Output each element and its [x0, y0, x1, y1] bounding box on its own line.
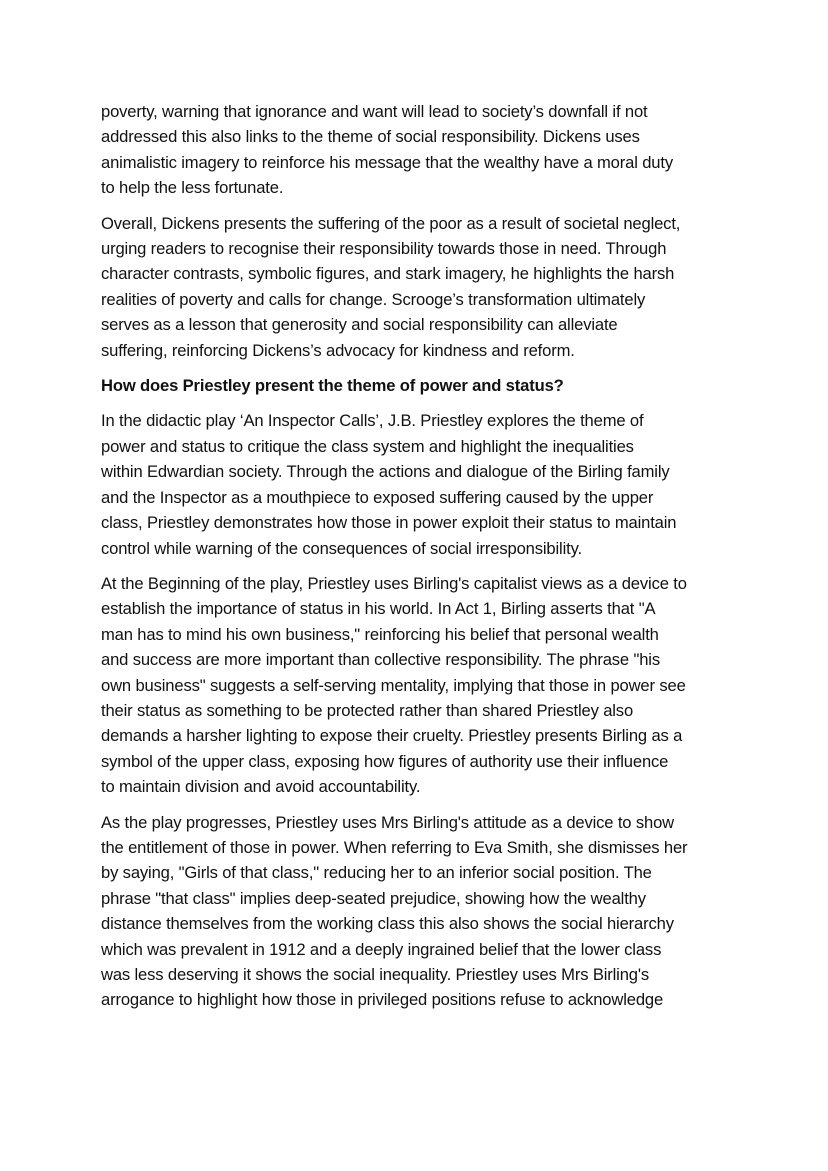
text-line: which was prevalent in 1912 and a deeply ingrained belief that the lower class: [101, 939, 662, 959]
text-line: serves as a lesson that generosity and social responsibility can alleviate: [101, 315, 618, 335]
text-line: distance themselves from the working class this also shows the social hierarchy: [101, 914, 674, 934]
text-line: control while warning of the consequences of social irresponsibility.: [101, 538, 582, 558]
text-line: urging readers to recognise their responsibility towards those in need. Through: [101, 239, 667, 259]
text-line: phrase "that class" implies deep-seated prejudice, showing how the wealthy: [101, 888, 646, 908]
text-line: was less deserving it shows the social inequality. Priestley uses Mrs Birling's: [101, 965, 650, 984]
text-line: within Edwardian society. Through the actions and dialogue of the Birling family: [101, 462, 670, 482]
text-line: In the didactic play ‘An Inspector Calls’, J.B. Priestley explores the theme of: [101, 411, 644, 431]
text-line: the entitlement of those in power. When referring to Eva Smith, she dismisses her: [101, 837, 688, 857]
text-line: own business" suggests a self-serving mentality, implying that those in power see: [101, 675, 686, 695]
text-line: their status as something to be protected rather than shared Priestley also: [101, 700, 634, 720]
text-line: class, Priestley demonstrates how those in power exploit their status to maintain: [101, 513, 677, 533]
document-page: [101, 99, 741, 1023]
text-line: to maintain division and avoid accountability.: [101, 777, 421, 797]
text-line: power and status to critique the class system and highlight the inequalities: [101, 436, 634, 456]
paragraph-dickens-overall: [101, 211, 741, 363]
text-line: animalistic imagery to reinforce his message that the wealthy have a moral duty: [101, 152, 673, 172]
text-line: symbol of the upper class, exposing how figures of authority use their influence: [101, 751, 669, 771]
paragraph-priestley-intro: [101, 408, 741, 560]
heading-text: How does Priestley present the theme of power and status?: [101, 376, 564, 396]
text-line: realities of poverty and calls for change. Scrooge’s transformation ultimately: [101, 289, 646, 309]
paragraph-mrs-birling: [101, 810, 741, 1013]
text-line: establish the importance of status in his world. In Act 1, Birling asserts that "A: [101, 599, 656, 619]
text-line: Overall, Dickens presents the suffering of the poor as a result of societal neglect,: [101, 213, 681, 233]
text-line: man has to mind his own business," reinforcing his belief that personal wealth: [101, 624, 659, 644]
text-line: character contrasts, symbolic figures, and stark imagery, he highlights the harsh: [101, 264, 675, 284]
text-line: suffering, reinforcing Dickens’s advocacy for kindness and reform.: [101, 340, 575, 360]
text-line: addressed this also links to the theme of social responsibility. Dickens uses: [101, 127, 640, 147]
text-line: demands a harsher lighting to expose their cruelty. Priestley presents Birling as a: [101, 726, 683, 746]
text-line: and success are more important than collective responsibility. The phrase "his: [101, 650, 660, 670]
text-line: and the Inspector as a mouthpiece to exposed suffering caused by the upper: [101, 487, 654, 507]
paragraph-dickens-conclusion-end: [101, 99, 741, 201]
text-line: arrogance to highlight how those in privileged positions refuse to acknowledge: [101, 990, 664, 1010]
text-line: by saying, "Girls of that class," reducing her to an inferior social position. The: [101, 863, 652, 883]
text-line: to help the less fortunate.: [101, 178, 284, 198]
paragraph-birling-capitalist: [101, 571, 741, 800]
section-heading: [101, 373, 741, 398]
text-line: As the play progresses, Priestley uses Mrs Birling's attitude as a device to show: [101, 812, 674, 832]
text-line: poverty, warning that ignorance and want will lead to society’s downfall if not: [101, 102, 648, 121]
text-line: At the Beginning of the play, Priestley uses Birling's capitalist views as a device to: [101, 573, 687, 593]
